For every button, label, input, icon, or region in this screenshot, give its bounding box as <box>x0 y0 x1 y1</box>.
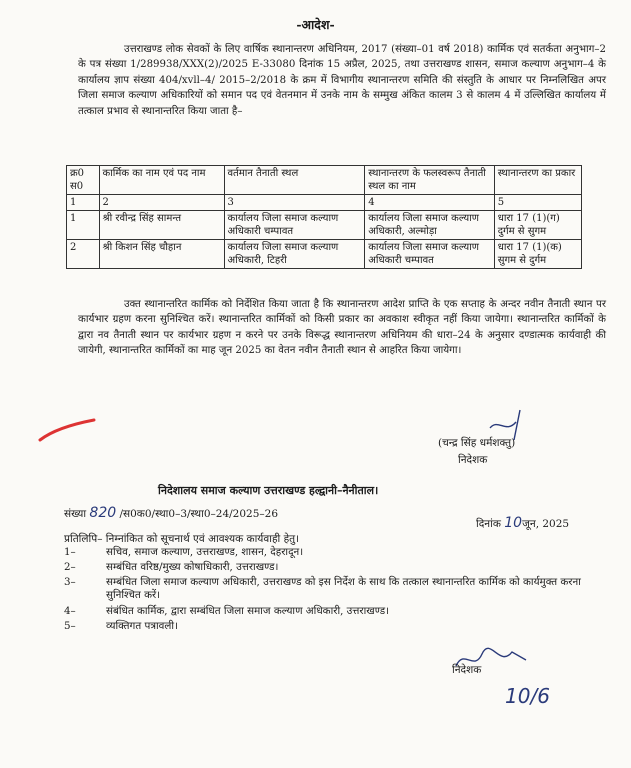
issue-date <box>476 515 569 531</box>
col-number-cell: 4 <box>365 195 494 211</box>
cc-list-item: 5– व्यक्तिगत पत्रावली। <box>64 620 178 632</box>
signatory-designation: निदेशक <box>458 454 488 466</box>
table-cell: कार्यालय जिला समाज कल्याण अधिकारी, टिहरी <box>224 240 365 269</box>
office-name: निदेशालय समाज कल्याण उत्तराखण्ड हल्द्वानी–नैनीताल। <box>158 484 379 497</box>
signatory-name: (चन्द्र सिंह धर्मशक्तु) <box>438 437 516 449</box>
table-cell: श्री किशन सिंह चौहान <box>99 240 224 269</box>
reference-number <box>64 505 278 521</box>
table-cell: 1 <box>67 211 100 240</box>
header-cell: कार्मिक का नाम एवं पद नाम <box>99 166 224 195</box>
header-cell: स्थानान्तरण का प्रकार <box>494 166 581 195</box>
cc-list-item: 1– सचिव, समाज कल्याण, उत्तराखण्ड, शासन, देहरादून। <box>64 546 304 558</box>
table-cell: कार्यालय जिला समाज कल्याण अधिकारी चम्पावत <box>365 240 494 269</box>
header-cell: स्थानान्तरण के फलस्वरूप तैनाती स्थल का नाम <box>365 166 494 195</box>
bottom-designation: निदेशक <box>452 664 482 676</box>
order-title: -आदेश- <box>296 17 335 32</box>
transfer-table <box>66 165 582 269</box>
cc-list-item: 3– सम्बंधित जिला समाज कल्याण अधिकारी, उत्तराखण्ड को इस निर्देश के साथ कि तत्काल स्थानान्तरित कार्मिक को कार्यमुक्त करना सुनिश्चित करें। <box>64 576 581 601</box>
date-handwritten: 10 <box>504 515 523 531</box>
table-cell: कार्यालय जिला समाज कल्याण अधिकारी, अल्मोड़ा <box>365 211 494 240</box>
col-number-cell: 3 <box>224 195 365 211</box>
table-row <box>67 211 582 240</box>
col-number-cell: 1 <box>67 195 100 211</box>
table-header-row <box>67 166 582 195</box>
column-number-row <box>67 195 582 211</box>
red-pen-mark <box>38 418 98 448</box>
table-cell: कार्यालय जिला समाज कल्याण अधिकारी चम्पावत <box>224 211 365 240</box>
header-cell: वर्तमान तैनाती स्थल <box>224 166 365 195</box>
col-number-cell: 5 <box>494 195 581 211</box>
ref-handwritten-number: 820 <box>89 505 117 521</box>
date-label: दिनांक <box>476 518 501 530</box>
table-cell: श्री रवीन्द्र सिंह सामन्त <box>99 211 224 240</box>
ref-label: संख्या <box>64 508 87 520</box>
ref-rest: /स0क0/स्था0–3/स्था0–24/2025–26 <box>119 508 278 520</box>
intro-text: उत्तराखण्ड लोक सेवकों के लिए वार्षिक स्थानान्तरण अधिनियम, 2017 (संख्या–01 वर्ष 2018) कार्मिक एवं सतर्कता अनुभाग–2 के पत्र संख्या 1/289938/XXX(2)/2025 E-33080 दिनांक 15 अप्रैल, 2025, तथा उत्तराखण्ड शासन, समाज कल्याण अनुभाग–4 के कार्यालय ज्ञाप संख्या 404/xvll–4/ 2015–2/2018 के क्रम में विभागीय स्थानान्तरण समिति की संस्तुति के आधार पर निम्नलिखित अपर जिला समाज कल्याण अधिकारियों को समान पद एवं वेतनमान में उनके नाम के सम्मुख अंकित कालम 3 से कालम 4 में उल्लिखित कार्यालय में तत्काल प्रभाव से स्थानान्तरित किया जाता है– <box>78 44 606 117</box>
col-number-cell: 2 <box>99 195 224 211</box>
header-cell: क्र0 स0 <box>67 166 100 195</box>
table-row <box>67 240 582 269</box>
cc-list-item: 2– सम्बंधित वरिष्ठ/मुख्य कोषाधिकारी, उत्तराखण्ड। <box>64 561 279 573</box>
date-rest: जून, 2025 <box>522 518 570 530</box>
table-cell: धारा 17 (1)(क) सुगम से दुर्गम <box>494 240 581 269</box>
cc-list-item: 4– संबंधित कार्मिक, द्वारा सम्बंधित जिला समाज कल्याण अधिकारी, उत्तराखण्ड। <box>64 605 390 617</box>
table-cell: 2 <box>67 240 100 269</box>
instruction-paragraph <box>78 297 606 359</box>
cc-heading: प्रतिलिपि– निम्नांकित को सूचनार्थ एवं आवश्यक कार्यवाही हेतु। <box>64 533 300 545</box>
table-cell: धारा 17 (1)(ग) दुर्गम से सुगम <box>494 211 581 240</box>
initial-date: 10/6 <box>505 684 550 708</box>
instruction-text: उक्त स्थानान्तरित कार्मिक को निर्देशित किया जाता है कि स्थानान्तरण आदेश प्राप्ति के एक सप्ताह के अन्दर नवीन तैनाती स्थान पर कार्यभार ग्रहण करना सुनिश्चित करें। स्थानान्तरित कार्मिकों को किसी प्रकार का अवकाश स्वीकृत नहीं किया जायेगा। स्थानान्तरित कार्मिकों के द्वारा नव तैनाती स्थान पर कार्यभार ग्रहण न करने पर उनके विरूद्ध स्थानान्तरण अधिनियम की धारा–24 के अनुसार दण्डात्मक कार्यवाही की जायेगी, स्थानान्तरित कार्मिकों का माह जून 2025 का वेतन नवीन तैनाती स्थान से आहरित किया जायेगा। <box>78 299 606 357</box>
intro-paragraph <box>78 42 606 119</box>
